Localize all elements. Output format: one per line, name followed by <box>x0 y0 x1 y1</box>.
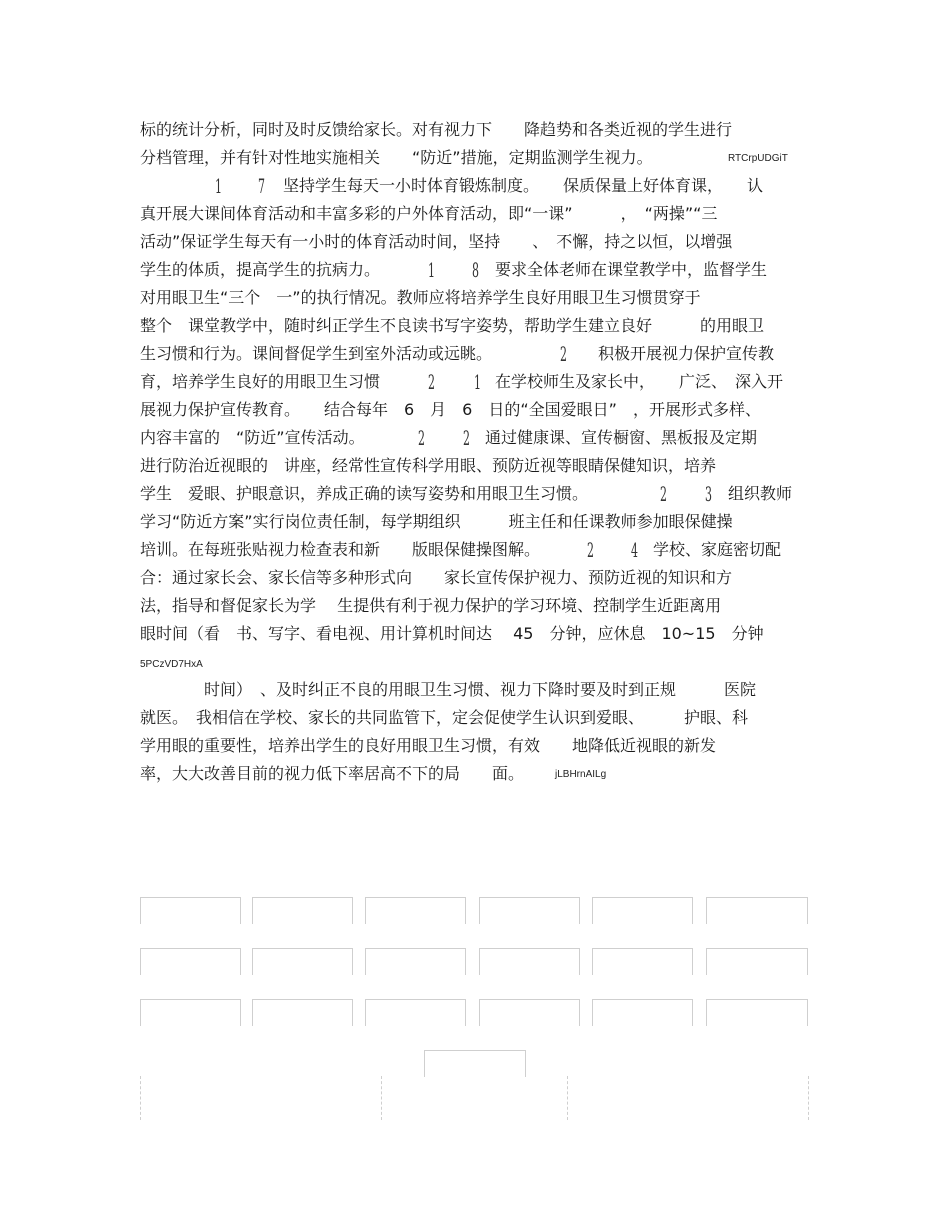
text-line: 组织教师 <box>728 484 793 503</box>
table-divider <box>140 1076 141 1120</box>
table-cell <box>706 999 808 1026</box>
text-line: 学生 爱眼、护眼意识，养成正确的读写姿势和用眼卫生习惯。 <box>140 484 589 503</box>
text-line: 分档管理，并有针对性地实施相关 “防近”措施，定期监测学生视力。 <box>140 148 653 167</box>
section-number: 7 <box>258 174 266 198</box>
text-line: 进行防治近视眼的 讲座，经常性宣传科学用眼、预防近视等眼睛保健知识，培养 <box>140 456 717 475</box>
text-line: 真开展大课间体育活动和丰富多彩的户外体育活动，即“一课” ， “两操”“三 <box>140 204 718 223</box>
text-line: 合：通过家长会、家长信等多种形式向 家长宣传保护视力、预防近视的知识和方 <box>140 568 733 587</box>
table-divider <box>381 1076 382 1120</box>
table-cell <box>365 948 466 975</box>
text-line: 通过健康课、宣传橱窗、黑板报及定期 <box>485 428 758 447</box>
text-line: 活动”保证学生每天有一小时的体育活动时间，坚持 、 不懈，持之以恒，以增强 <box>140 232 733 251</box>
table-cell <box>140 948 241 975</box>
table-cell <box>140 897 241 924</box>
table-cell <box>706 897 808 924</box>
text-line: 对用眼卫生“三个 一”的执行情况。教师应将培养学生良好用眼卫生习惯贯穿于 <box>140 288 701 307</box>
text-line: 培训。在每班张贴视力检查表和新 版眼保健操图解。 <box>140 540 541 559</box>
table-divider <box>567 1076 568 1120</box>
text-line: 育，培养学生良好的用眼卫生习惯 <box>140 372 381 391</box>
text-line: 率，大大改善目前的视力低下率居高不下的局 面。 <box>140 764 525 783</box>
section-number: 4 <box>631 538 639 562</box>
table-cell <box>592 999 693 1026</box>
section-number: 1 <box>428 258 436 282</box>
table-cell <box>365 999 466 1026</box>
text-line: 积极开展视力保护宣传教 <box>598 344 775 363</box>
text-line: 学习“防近方案”实行岗位责任制，每学期组织 班主任和任课教师参加眼保健操 <box>140 512 733 531</box>
table-divider <box>808 1076 809 1120</box>
table-cell <box>252 948 353 975</box>
section-number: 2 <box>560 342 568 366</box>
section-number: 2 <box>660 482 668 506</box>
watermark-code: jLBHrnAILg <box>555 769 607 780</box>
section-number: 1 <box>215 174 223 198</box>
section-number: 1 <box>474 370 482 394</box>
section-number: 2 <box>428 370 436 394</box>
text-line: 展视力保护宣传教育。 结合每年 6 月 6 日的“全国爱眼日” ，开展形式多样、 <box>140 400 761 419</box>
text-line: 在学校师生及家长中， 广泛、 深入开 <box>495 372 784 391</box>
table-cell <box>479 897 580 924</box>
table-cell <box>140 999 241 1026</box>
section-number: 3 <box>705 482 713 506</box>
text-line: 就医。 我相信在学校、家长的共同监管下，定会促使学生认识到爱眼、 护眼、科 <box>140 708 749 727</box>
text-line: 整个 课堂教学中，随时纠正学生不良读书写字姿势，帮助学生建立良好 的用眼卫 <box>140 316 765 335</box>
table-cell <box>479 999 580 1026</box>
table-cell <box>479 948 580 975</box>
text-line: 学生的体质，提高学生的抗病力。 <box>140 260 381 279</box>
section-number: 2 <box>463 426 471 450</box>
table-cell <box>592 897 693 924</box>
table-cell <box>365 897 466 924</box>
table-cell <box>592 948 693 975</box>
text-line: 生习惯和行为。课间督促学生到室外活动或远眺。 <box>140 344 493 363</box>
text-line: 学用眼的重要性，培养出学生的良好用眼卫生习惯，有效 地降低近视眼的新发 <box>140 736 717 755</box>
section-number: 2 <box>418 426 426 450</box>
text-line: 内容丰富的 “防近”宣传活动。 <box>140 428 365 447</box>
text-line: 坚持学生每天一小时体育锻炼制度。 保质保量上好体育课， 认 <box>283 176 764 195</box>
section-number: 8 <box>472 258 480 282</box>
watermark-code: RTCrpUDGiT <box>728 153 788 164</box>
text-line: 要求全体老师在课堂教学中，监督学生 <box>495 260 768 279</box>
watermark-code: 5PCzVD7HxA <box>140 659 203 670</box>
table-cell <box>252 999 353 1026</box>
text-line: 学校、家庭密切配 <box>653 540 782 559</box>
table-cell <box>424 1050 526 1077</box>
table-cell <box>706 948 808 975</box>
text-line: 标的统计分析，同时及时反馈给家长。对有视力下 降趋势和各类近视的学生进行 <box>140 120 733 139</box>
section-number: 2 <box>587 538 595 562</box>
text-line: 时间） 、及时纠正不良的用眼卫生习惯、视力下降时要及时到正规 医院 <box>140 680 757 699</box>
text-line: 法，指导和督促家长为学 生提供有利于视力保护的学习环境、控制学生近距离用 <box>140 596 722 615</box>
text-line: 眼时间（看 书、写字、看电视、用计算机时间达 45 分钟，应休息 10~15 分钟 <box>140 624 764 643</box>
table-cell <box>252 897 353 924</box>
